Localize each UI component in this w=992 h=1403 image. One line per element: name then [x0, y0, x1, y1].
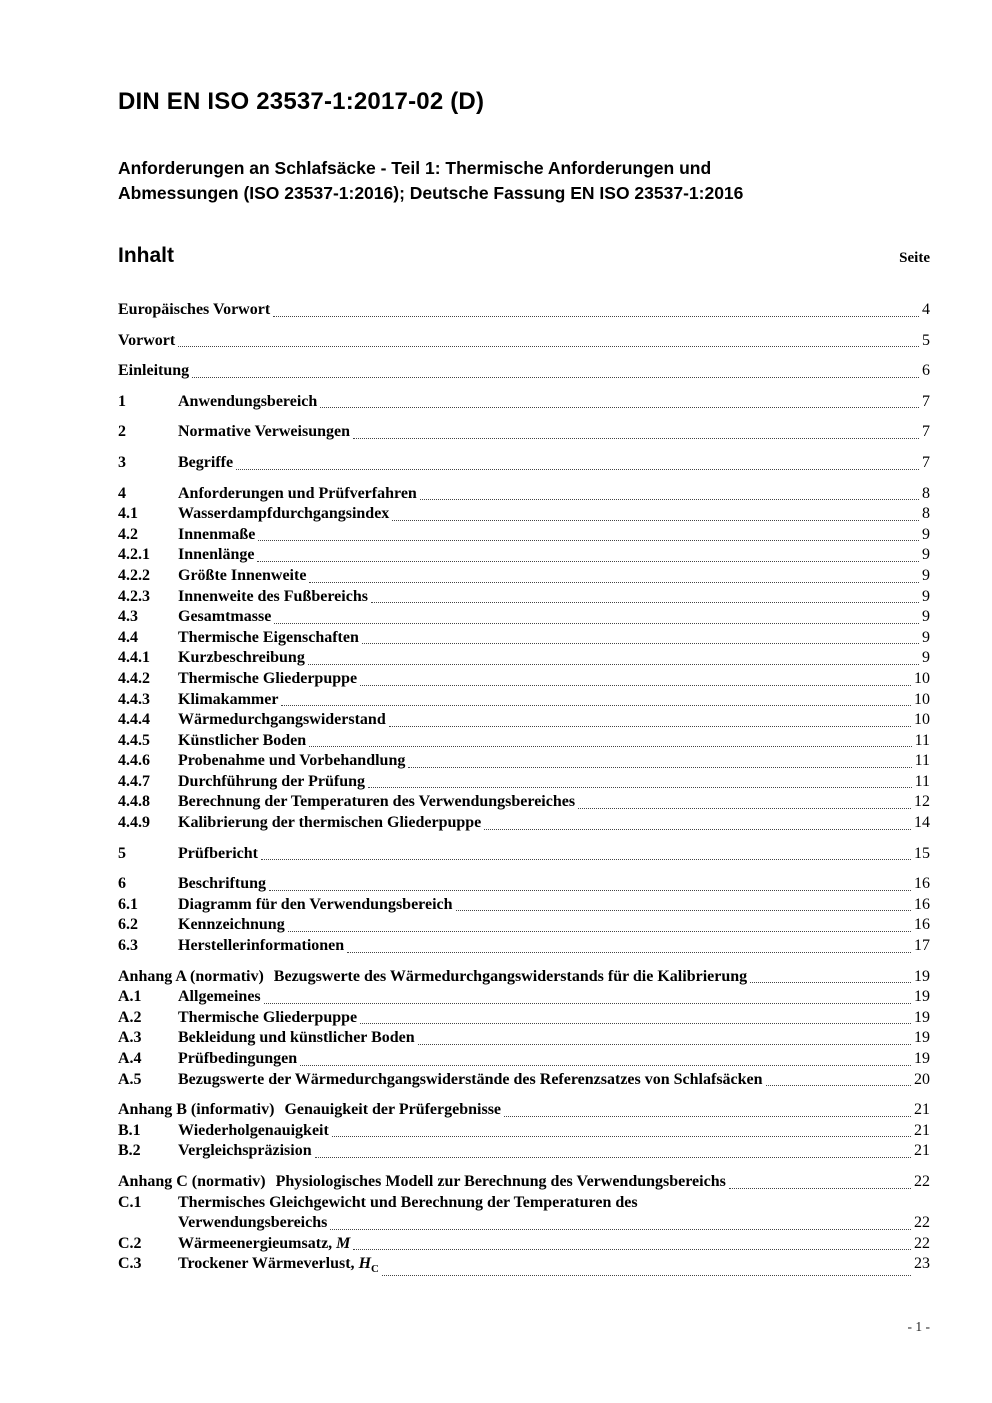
- toc-entry-page: 8: [922, 484, 930, 502]
- toc-entry: [118, 751, 930, 772]
- toc-dot-leader: [408, 767, 911, 768]
- toc-entry-page: 19: [914, 1050, 930, 1067]
- toc-dot-leader: [484, 829, 911, 830]
- toc-entry-number: C.3: [118, 1255, 142, 1273]
- toc-entry-page: 20: [914, 1070, 930, 1088]
- toc-entry-page: 9: [922, 628, 930, 646]
- toc-dot-leader: [750, 982, 911, 983]
- toc-entry: [118, 1070, 930, 1091]
- toc-entry: [118, 628, 930, 649]
- toc-entry-page: 7: [922, 392, 930, 410]
- toc-entry-title: Anwendungsbereich: [178, 392, 318, 410]
- toc-entry-number: 4.1: [118, 505, 138, 523]
- toc-entry-title: Kennzeichnung: [178, 916, 285, 934]
- toc-entry-number: 4.4.8: [118, 793, 150, 811]
- toc-entry-page: 9: [922, 566, 930, 584]
- toc-entry-page: 11: [914, 772, 930, 790]
- toc-entry-page: 7: [922, 453, 930, 471]
- toc-entry: [118, 1100, 930, 1121]
- toc-entry: [118, 361, 930, 382]
- toc-entry-number: C.2: [118, 1234, 142, 1252]
- toc-entry-number: B.1: [118, 1121, 141, 1139]
- toc-entry-page: 19: [914, 1029, 930, 1047]
- toc-entry-number: A.1: [118, 988, 142, 1006]
- toc-entry-title: Probenahme und Vorbehandlung: [178, 752, 406, 770]
- toc-entry: [118, 607, 930, 628]
- toc-entry: [118, 731, 930, 752]
- document-subtitle: [118, 156, 930, 206]
- toc-entry: [118, 772, 930, 793]
- toc-entry-title: Wiederholgenauigkeit: [178, 1121, 329, 1139]
- toc-entry: [118, 792, 930, 813]
- toc-entry: [118, 1172, 930, 1193]
- toc-entry: [118, 422, 930, 443]
- toc-entry-title: Anforderungen und Prüfverfahren: [178, 484, 417, 502]
- toc-entry-title: Wärmedurchgangswiderstand: [178, 711, 386, 729]
- toc-entry-number: 4.4.7: [118, 772, 150, 790]
- toc-entry-page: 9: [922, 546, 930, 564]
- page-content: [118, 0, 930, 1280]
- toc-entry: [118, 1254, 930, 1280]
- toc-entry-page: 9: [922, 608, 930, 626]
- toc-entry-page: 22: [914, 1234, 930, 1252]
- toc-entry-page: 16: [914, 895, 930, 913]
- toc-entry-page: 19: [914, 988, 930, 1006]
- math-variable: H: [358, 1255, 372, 1273]
- toc-entry: [118, 587, 930, 608]
- toc-entry-page: 9: [922, 587, 930, 605]
- toc-entry-title: Größte Innenweite: [178, 566, 307, 584]
- toc-entry-page: 15: [914, 844, 930, 862]
- toc-page-column-label: Seite: [899, 250, 930, 266]
- toc-dot-leader: [578, 808, 911, 809]
- toc-entry-page: 8: [922, 505, 930, 523]
- toc-entry-number: 4.4.3: [118, 690, 150, 708]
- toc-entry-title: Vergleichspräzision: [178, 1142, 312, 1160]
- toc-entry-number: 4: [118, 484, 126, 502]
- toc-dot-leader: [257, 561, 919, 562]
- toc-entry-number: Anhang B (informativ): [118, 1101, 275, 1119]
- toc-dot-leader: [264, 1003, 911, 1004]
- toc-entry-title: Diagramm für den Verwendungsbereich: [178, 895, 453, 913]
- toc-entry: [118, 525, 930, 546]
- subtitle-line-1: Anforderungen an Schlafsäcke - Teil 1: Thermische Anforderungen und: [118, 158, 712, 178]
- toc-dot-leader: [504, 1116, 911, 1117]
- math-subscript: C: [371, 1263, 379, 1276]
- toc-entry-page: 19: [914, 1008, 930, 1026]
- toc-dot-leader: [315, 1157, 911, 1158]
- toc-entry: [118, 669, 930, 690]
- toc-entry-page: 10: [914, 690, 930, 708]
- toc-entry-title: Vorwort: [118, 331, 176, 349]
- toc-dot-leader: [371, 602, 919, 603]
- toc-dot-leader: [353, 1249, 911, 1250]
- toc-entry-page: 11: [914, 731, 930, 749]
- toc-entry-title: Verwendungsbereichs: [178, 1214, 328, 1232]
- toc-entry-page: 9: [922, 649, 930, 667]
- toc-entry-number: Anhang A (normativ): [118, 967, 264, 985]
- page-number-footer: - 1 -: [907, 1319, 930, 1334]
- toc-entry-number: 4.4.2: [118, 669, 150, 687]
- toc-entry: [118, 1008, 930, 1029]
- toc-entry-title: Prüfbericht: [178, 844, 258, 862]
- toc-entry-title: Prüfbedingungen: [178, 1050, 298, 1067]
- toc-entry-number: 4.4: [118, 628, 138, 646]
- toc-entry-page: 21: [914, 1101, 930, 1119]
- toc-entry-page: 9: [922, 525, 930, 543]
- toc-entry-number: 4.3: [118, 608, 138, 626]
- toc-entry: [118, 874, 930, 895]
- document-title: DIN EN ISO 23537-1:2017-02 (D): [118, 88, 485, 115]
- toc-dot-leader: [729, 1188, 911, 1189]
- toc-entry: [118, 936, 930, 957]
- toc-entry-page: 4: [922, 301, 930, 318]
- toc-entry: [118, 1234, 930, 1255]
- toc-entry-number: 6.1: [118, 895, 138, 913]
- toc-dot-leader: [281, 705, 911, 706]
- toc-dot-leader: [330, 1229, 911, 1230]
- toc-dot-leader: [389, 726, 911, 727]
- toc-dot-leader: [332, 1136, 911, 1137]
- toc-dot-leader: [382, 1275, 911, 1276]
- toc-entry-title: Wasserdampfdurchgangsindex: [178, 505, 390, 523]
- toc-entry: [118, 1141, 930, 1162]
- toc-entry-title: Künstlicher Boden: [178, 731, 307, 749]
- toc-entry-title: Normative Verweisungen: [178, 423, 350, 441]
- toc-dot-leader: [288, 931, 911, 932]
- toc-header: [118, 244, 930, 268]
- toc-entry-number: 6: [118, 875, 126, 893]
- toc-dot-leader: [392, 520, 919, 521]
- toc-entry: [118, 392, 930, 413]
- toc-entry-title: Bezugswerte des Wärmedurchgangswiderstands für die Kalibrierung: [273, 967, 748, 985]
- toc-entry: [118, 1193, 930, 1214]
- toc-entry-number: 3: [118, 453, 126, 471]
- toc-entry: [118, 690, 930, 711]
- toc-entry: [118, 1028, 930, 1049]
- toc-dot-leader: [274, 623, 919, 624]
- toc-entry-title: Klimakammer: [178, 690, 279, 708]
- subtitle-line-2: Abmessungen (ISO 23537-1:2016); Deutsche Fassung EN ISO 23537-1:2016: [118, 183, 744, 203]
- toc-entry-number: 4.2: [118, 525, 138, 543]
- toc-entry-title: Thermisches Gleichgewicht und Berechnung der Temperaturen des: [178, 1193, 638, 1211]
- toc-entry: [118, 1049, 930, 1070]
- toc-entry-title: Innenlänge: [178, 546, 255, 564]
- toc-entry: [118, 300, 930, 321]
- toc-dot-leader: [320, 407, 919, 408]
- toc-entry: [118, 813, 930, 834]
- toc-entry-title: Thermische Eigenschaften: [178, 628, 359, 646]
- toc-entry-title: Genauigkeit der Prüfergebnisse: [284, 1101, 502, 1119]
- toc-entry-title: Gesamtmasse: [178, 608, 272, 626]
- toc-dot-leader: [273, 316, 919, 317]
- toc-entry-title: Kurzbeschreibung: [178, 649, 305, 667]
- toc-entry-title: Bekleidung und künstlicher Boden: [178, 1029, 415, 1047]
- toc-entry: [118, 566, 930, 587]
- math-variable: M: [336, 1234, 351, 1252]
- toc-entry-page: 23: [914, 1255, 930, 1273]
- toc-entry-number: 4.4.5: [118, 731, 150, 749]
- toc-dot-leader: [309, 746, 911, 747]
- toc-entry-page: 14: [914, 814, 930, 832]
- toc-entry-title: Innenweite des Fußbereichs: [178, 587, 368, 605]
- toc-heading: Inhalt: [118, 244, 174, 267]
- toc-entry: [118, 331, 930, 352]
- toc-dot-leader: [309, 582, 919, 583]
- toc-entry-number: A.2: [118, 1008, 142, 1026]
- toc-entry: [118, 844, 930, 865]
- toc-entry: [118, 967, 930, 988]
- toc-dot-leader: [347, 952, 911, 953]
- toc-entry-title: Begriffe: [178, 453, 234, 471]
- toc-dot-leader: [261, 859, 911, 860]
- toc-entry-number: 6.3: [118, 937, 138, 955]
- toc-dot-leader: [353, 438, 919, 439]
- toc-entry: [118, 504, 930, 525]
- toc-entry-page: 10: [914, 669, 930, 687]
- toc-entry: [118, 1213, 930, 1234]
- toc-entry-title: Bezugswerte der Wärmedurchgangswiderstände des Referenzsatzes von Schlafsäcken: [178, 1070, 763, 1088]
- toc-entry-number: 4.4.4: [118, 711, 150, 729]
- toc-entry: [118, 545, 930, 566]
- toc-dot-leader: [236, 469, 919, 470]
- toc-entry-page: 19: [914, 967, 930, 985]
- toc-entry: [118, 710, 930, 731]
- toc-entry-number: 6.2: [118, 916, 138, 934]
- toc-entry-title: Innenmaße: [178, 525, 256, 543]
- toc-entry-page: 22: [914, 1172, 930, 1190]
- toc-entry-number: 4.4.1: [118, 649, 150, 667]
- toc-dot-leader: [269, 890, 911, 891]
- toc-entry-number: B.2: [118, 1142, 141, 1160]
- toc-entry-title: Thermische Gliederpuppe: [178, 669, 358, 687]
- toc-entry-number: C.1: [118, 1193, 142, 1211]
- toc-entry-page: 21: [914, 1142, 930, 1160]
- toc-entry-number: A.5: [118, 1070, 142, 1088]
- toc-entry-title: Wärmeenergieumsatz, M: [178, 1234, 351, 1252]
- toc-list: [118, 300, 930, 1280]
- toc-entry: [118, 648, 930, 669]
- toc-entry-title: Herstellerinformationen: [178, 937, 345, 955]
- toc-entry: [118, 484, 930, 505]
- toc-dot-leader: [362, 643, 919, 644]
- toc-entry: [118, 987, 930, 1008]
- toc-entry-title: Europäisches Vorwort: [118, 301, 271, 318]
- toc-entry-page: 22: [914, 1214, 930, 1232]
- toc-entry-page: 6: [922, 362, 930, 380]
- toc-entry-title: Berechnung der Temperaturen des Verwendungsbereiches: [178, 793, 576, 811]
- toc-dot-leader: [300, 1065, 911, 1066]
- toc-entry-title: Einleitung: [118, 362, 190, 380]
- toc-entry-number: A.4: [118, 1050, 142, 1067]
- toc-entry-title: Physiologisches Modell zur Berechnung des Verwendungsbereichs: [275, 1172, 726, 1190]
- toc-entry-number: Anhang C (normativ): [118, 1172, 266, 1190]
- toc-entry-page: 7: [922, 423, 930, 441]
- toc-entry: [118, 1121, 930, 1142]
- toc-entry-page: 16: [914, 875, 930, 893]
- toc-entry-page: 11: [914, 752, 930, 770]
- toc-entry-number: 2: [118, 423, 126, 441]
- toc-entry: [118, 453, 930, 474]
- toc-dot-leader: [418, 1044, 911, 1045]
- toc-entry-page: 17: [914, 937, 930, 955]
- toc-entry-title: Thermische Gliederpuppe: [178, 1008, 358, 1026]
- toc-entry-page: 5: [922, 331, 930, 349]
- toc-entry-page: 21: [914, 1121, 930, 1139]
- toc-dot-leader: [766, 1085, 911, 1086]
- toc-entry-title: Durchführung der Prüfung: [178, 772, 365, 790]
- toc-dot-leader: [308, 664, 919, 665]
- toc-entry-title: Allgemeines: [178, 988, 261, 1006]
- toc-entry-number: 4.4.9: [118, 814, 150, 832]
- toc-entry-number: 4.2.3: [118, 587, 150, 605]
- toc-entry: [118, 915, 930, 936]
- toc-entry-number: A.3: [118, 1029, 142, 1047]
- toc-dot-leader: [360, 685, 911, 686]
- toc-entry-number: 4.2.2: [118, 566, 150, 584]
- toc-dot-leader: [178, 346, 919, 347]
- toc-entry-page: 16: [914, 916, 930, 934]
- toc-entry-number: 4.4.6: [118, 752, 150, 770]
- toc-entry-title: Kalibrierung der thermischen Gliederpuppe: [178, 814, 482, 832]
- toc-entry-number: 5: [118, 844, 126, 862]
- toc-entry-page: 12: [914, 793, 930, 811]
- toc-dot-leader: [360, 1023, 911, 1024]
- toc-dot-leader: [368, 787, 912, 788]
- toc-entry: [118, 895, 930, 916]
- toc-entry-number: 1: [118, 392, 126, 410]
- toc-entry-title: Trockener Wärmeverlust, $H_C$: [178, 1255, 379, 1276]
- toc-dot-leader: [192, 377, 919, 378]
- toc-dot-leader: [456, 910, 911, 911]
- toc-dot-leader: [258, 540, 919, 541]
- toc-entry-page: 10: [914, 711, 930, 729]
- toc-dot-leader: [420, 499, 919, 500]
- toc-entry-number: 4.2.1: [118, 546, 150, 564]
- toc-entry-title: Beschriftung: [178, 875, 266, 893]
